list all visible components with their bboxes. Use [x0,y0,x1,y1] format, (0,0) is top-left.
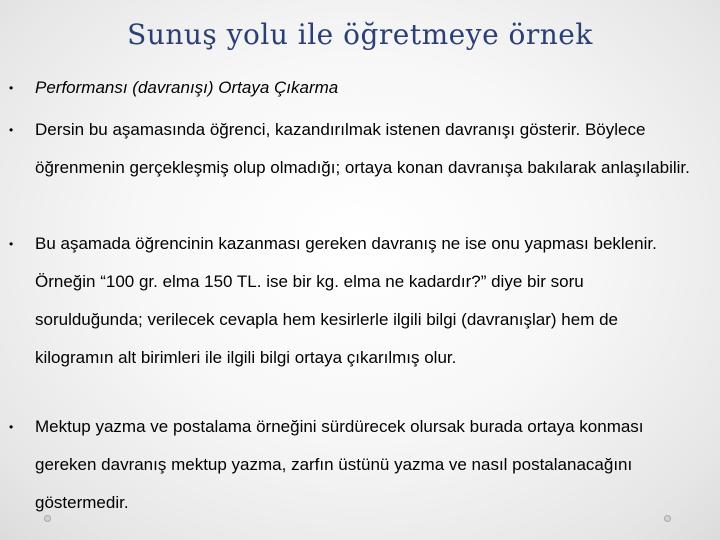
bullet-dot-icon: • [9,420,14,434]
bullet-dot-icon: • [9,237,14,251]
decorative-dot-left [44,515,51,522]
bullet-dot-icon: • [9,81,14,95]
bullet-text: Mektup yazma ve postalama örneğini sürdürecek olursak burada ortaya konması gereken davranış mektup yazma, zarfın üstünü yazma ve nasıl postalanacağını göstermedir. [35,417,644,512]
bullet-text: Performansı (davranışı) Ortaya Çıkarma [35,78,339,97]
bullet-text: Dersin bu aşamasında öğrenci, kazandırılmak istenen davranışı gösterir. Böylece öğrenmenin gerçekleşmiş olup olmadığı; ortaya konan davranışa bakılarak anlaşılabilir. [35,120,690,177]
bullet-text: Bu aşamada öğrencinin kazanması gereken davranış ne ise onu yapması beklenir. Örneğin “100 gr. elma 150 TL. ise bir kg. elma ne kadardır?” diye bir soru sorulduğunda; verilecek cevapla hem kesirlerle ilgili bilgi (davranışlar) hem de kilogramın alt birimleri ile ilgili bilgi ortaya çıkarılmış olur. [35,234,657,367]
decorative-dot-right [664,515,671,522]
bullet-item-example [9,225,695,377]
bullet-item-performance [9,69,695,107]
bullet-dot-icon: • [9,123,14,137]
slide-title: Sunuş yolu ile öğretmeye örnek [127,18,593,51]
bullet-item-letter-example [9,408,695,522]
bullet-item-stage-description [9,111,695,187]
